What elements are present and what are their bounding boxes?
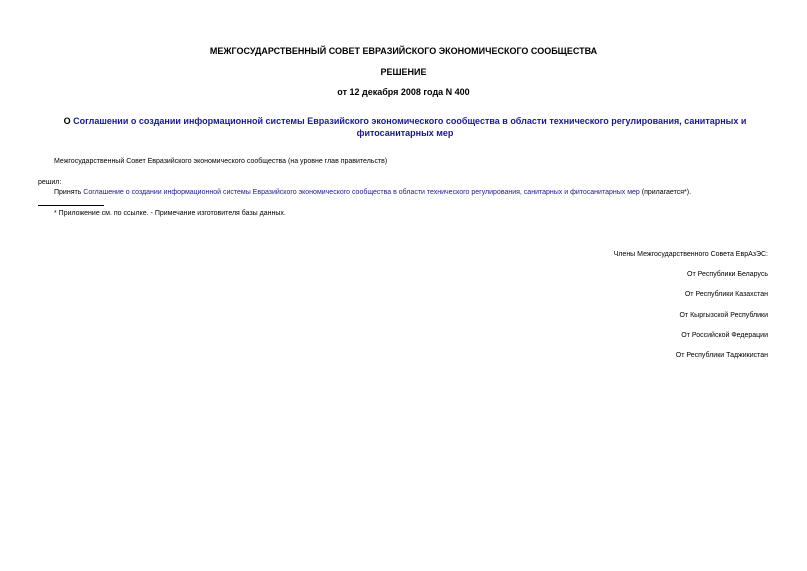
- signer-belarus: От Республики Беларусь: [687, 271, 768, 278]
- council-title: МЕЖГОСУДАРСТВЕННЫЙ СОВЕТ ЕВРАЗИЙСКОГО ЭКОНОМИЧЕСКОГО СООБЩЕСТВА: [209, 46, 598, 56]
- subject-link-line1: Соглашении о создании информационной системы Евразийского экономического сообщества в области технического регулирования, санитарных и: [73, 116, 747, 126]
- subject-agreement-link[interactable]: [73, 116, 746, 138]
- document-date: от 12 декабря 2008 года N 400: [337, 87, 470, 97]
- document-type: РЕШЕНИЕ: [380, 67, 427, 77]
- footnote-divider: [38, 205, 104, 206]
- intro-paragraph: Межгосударственный Совет Евразийского экономического сообщества (на уровне глав правительств): [54, 158, 388, 165]
- signer-kazakhstan: От Республики Казахстан: [684, 291, 768, 298]
- signers-heading: Члены Межгосударственного Совета ЕврАзЭС:: [613, 251, 768, 258]
- signer-tajikistan: От Республики Таджикистан: [675, 352, 768, 359]
- subject-prefix: О: [63, 116, 74, 126]
- footnote-text: * Приложение см. по ссылке. - Примечание изготовителя базы данных.: [54, 210, 286, 217]
- document-subject: [60, 115, 750, 139]
- decided-label: решил:: [38, 179, 62, 186]
- accept-paragraph: [54, 188, 691, 197]
- accept-agreement-link[interactable]: Соглашение о создании информационной системы Евразийского экономического сообщества в области технического регулирования, санитарных и фитосанитарных мер: [83, 189, 640, 196]
- signer-kyrgyzstan: От Кыргызской Республики: [679, 312, 768, 319]
- signer-russia: От Российской Федерации: [681, 332, 768, 339]
- subject-link-line2: фитосанитарных мер: [356, 128, 454, 138]
- accept-suffix: (прилагается*).: [639, 189, 692, 196]
- accept-prefix: Принять: [54, 189, 84, 196]
